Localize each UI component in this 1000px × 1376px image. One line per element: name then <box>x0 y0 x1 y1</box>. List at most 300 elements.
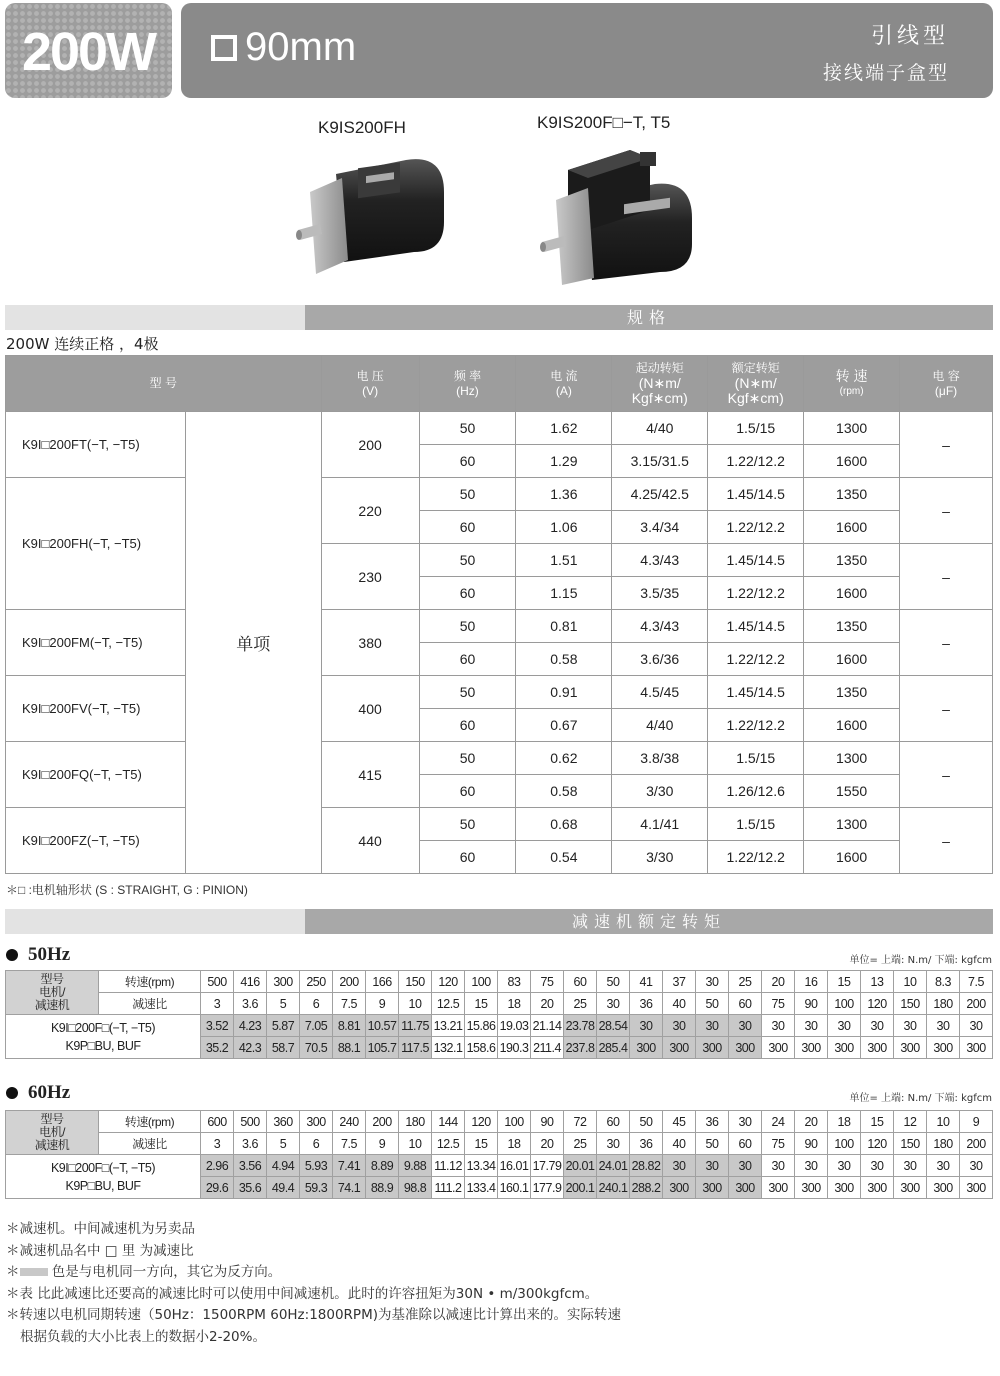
col-model: 型 号 <box>6 356 322 412</box>
gear-torque-kgf: 300 <box>927 1177 960 1199</box>
gear-torque-kgf: 300 <box>795 1037 828 1059</box>
gear-torque-kgf: 105.7 <box>366 1037 399 1059</box>
gear-ratio: 60 <box>729 993 762 1015</box>
gear-speed: 13 <box>861 971 894 993</box>
gear-torque-nm: 20.01 <box>564 1155 597 1177</box>
spec-model: K9I□200FM(−T, −T5) <box>6 610 186 676</box>
gear-speed: 180 <box>399 1111 432 1133</box>
gear-speed-row <box>6 971 993 993</box>
gear-speed: 360 <box>267 1111 300 1133</box>
gear-torque-nm: 4.94 <box>267 1155 300 1177</box>
spec-capacitor: – <box>900 742 993 808</box>
gear-ratio: 36 <box>630 1133 663 1155</box>
spec-capacitor: – <box>900 478 993 544</box>
power-label: 200W <box>21 22 156 82</box>
spec-current: 1.06 <box>516 511 612 544</box>
spec-current: 0.58 <box>516 643 612 676</box>
gear-torque-kgf: 300 <box>729 1177 762 1199</box>
gear-torque-nm: 30 <box>927 1015 960 1037</box>
gear-nm-row <box>6 1155 993 1177</box>
spec-rated-torque: 1.26/12.6 <box>708 775 804 808</box>
spec-voltage: 230 <box>321 544 419 610</box>
gear-torque-kgf: 300 <box>894 1177 927 1199</box>
spec-capacitor: – <box>900 808 993 874</box>
gear-ratio: 18 <box>498 1133 531 1155</box>
gear-torque-kgf: 58.7 <box>267 1037 300 1059</box>
spec-model: K9I□200FT(−T, −T5) <box>6 412 186 478</box>
gear-speed: 150 <box>399 971 432 993</box>
gear-ratio: 7.5 <box>333 1133 366 1155</box>
gear-speed: 9 <box>960 1111 993 1133</box>
spec-voltage: 415 <box>321 742 419 808</box>
gear-speed: 41 <box>630 971 663 993</box>
gear-torque-kgf: 300 <box>762 1177 795 1199</box>
gear-speed: 500 <box>201 971 234 993</box>
spec-model: K9I□200FZ(−T, −T5) <box>6 808 186 874</box>
spec-speed: 1600 <box>804 577 900 610</box>
gear-speed: 45 <box>663 1111 696 1133</box>
spec-capacitor: – <box>900 676 993 742</box>
spec-frequency: 60 <box>419 775 516 808</box>
gear-ratio: 100 <box>828 993 861 1015</box>
gear-torque-nm: 8.89 <box>366 1155 399 1177</box>
gear-torque-nm: 30 <box>663 1155 696 1177</box>
gear-ratio: 3 <box>201 993 234 1015</box>
gear-speed: 250 <box>300 971 333 993</box>
frame-size-label: 90mm <box>245 25 357 69</box>
gear-speed: 30 <box>729 1111 762 1133</box>
gear-torque-nm: 15.86 <box>465 1015 498 1037</box>
gear-motor-model: K9I□200F□(−T, −T5) <box>50 1160 156 1175</box>
gear-torque-kgf: 285.4 <box>597 1037 630 1059</box>
spec-start-torque: 3/30 <box>612 775 708 808</box>
gear-torque-kgf: 200.1 <box>564 1177 597 1199</box>
gear-torque-kgf: 29.6 <box>201 1177 234 1199</box>
gear-ratio: 180 <box>927 993 960 1015</box>
gear-torque-nm: 30 <box>828 1155 861 1177</box>
gear-type-header <box>6 971 99 1015</box>
spec-voltage: 380 <box>321 610 419 676</box>
type-terminal-box: 接线端子盒型 <box>822 62 949 84</box>
spec-row <box>6 610 993 643</box>
gear-torque-nm: 3.52 <box>201 1015 234 1037</box>
spec-speed: 1550 <box>804 775 900 808</box>
gear-speed: 15 <box>828 971 861 993</box>
spec-frequency: 60 <box>419 445 516 478</box>
gear-torque-kgf: 300 <box>795 1177 828 1199</box>
spec-speed: 1350 <box>804 478 900 511</box>
gear-torque-kgf: 288.2 <box>630 1177 663 1199</box>
gear-torque-kgf: 88.9 <box>366 1177 399 1199</box>
spec-start-torque: 3.8/38 <box>612 742 708 775</box>
square-icon <box>211 35 237 61</box>
gear-torque-nm: 30 <box>894 1015 927 1037</box>
gear-speed: 50 <box>597 971 630 993</box>
spec-rated-torque: 1.22/12.2 <box>708 511 804 544</box>
gear-ratio: 90 <box>795 1133 828 1155</box>
product-label-2: K9IS200F□−T, T5 <box>537 113 671 132</box>
gear-torque-nm: 24.01 <box>597 1155 630 1177</box>
spec-speed: 1600 <box>804 445 900 478</box>
gear-torque-nm: 30 <box>960 1015 993 1037</box>
gear-ratio: 100 <box>828 1133 861 1155</box>
gear-speed: 18 <box>828 1111 861 1133</box>
spec-capacitor: – <box>900 544 993 610</box>
shade-swatch <box>20 1268 48 1276</box>
gear-ratio: 3.6 <box>234 993 267 1015</box>
gear-ratio: 120 <box>861 993 894 1015</box>
frame-size <box>211 25 356 70</box>
gear-speed-label: 转速(rpm) <box>99 971 201 993</box>
spec-start-torque: 4.3/43 <box>612 544 708 577</box>
note-item: ＊减速机。中间减速机为另卖品 <box>6 1221 195 1237</box>
gear-torque-nm: 7.05 <box>300 1015 333 1037</box>
gear-speed: 10 <box>927 1111 960 1133</box>
spec-start-torque: 4.25/42.5 <box>612 478 708 511</box>
gear-torque-kgf: 300 <box>630 1037 663 1059</box>
gear-speed: 300 <box>267 971 300 993</box>
spec-current: 1.51 <box>516 544 612 577</box>
gear-ratio: 7.5 <box>333 993 366 1015</box>
spec-current: 0.81 <box>516 610 612 643</box>
spec-model: K9I□200FV(−T, −T5) <box>6 676 186 742</box>
gear-torque-kgf: 35.2 <box>201 1037 234 1059</box>
gear-torque-nm: 30 <box>861 1015 894 1037</box>
spec-frequency: 50 <box>419 676 516 709</box>
gear-ratio: 40 <box>663 1133 696 1155</box>
gear-torque-nm: 11.75 <box>399 1015 432 1037</box>
spec-speed: 1300 <box>804 808 900 841</box>
spec-speed: 1350 <box>804 610 900 643</box>
gear-speed: 60 <box>597 1111 630 1133</box>
gear-torque-kgf: 300 <box>828 1177 861 1199</box>
gear-torque-kgf: 240.1 <box>597 1177 630 1199</box>
gear-ratio: 50 <box>696 993 729 1015</box>
gear-torque-nm: 30 <box>795 1155 828 1177</box>
gear-speed: 20 <box>795 1111 828 1133</box>
gear-section-title: 减速机额定转矩 <box>571 912 726 931</box>
spec-start-torque: 3/30 <box>612 841 708 874</box>
spec-speed: 1600 <box>804 709 900 742</box>
gear-torque-kgf: 237.8 <box>564 1037 597 1059</box>
gear-ratio: 180 <box>927 1133 960 1155</box>
spec-start-torque: 4.5/45 <box>612 676 708 709</box>
spec-rated-torque: 1.45/14.5 <box>708 478 804 511</box>
gear-torque-nm: 30 <box>927 1155 960 1177</box>
spec-start-torque: 4/40 <box>612 412 708 445</box>
gear-torque-nm: 30 <box>630 1015 663 1037</box>
gear-motor-label: 电机/ <box>39 1125 65 1139</box>
gear-torque-kgf: 42.3 <box>234 1037 267 1059</box>
spec-start-torque: 4.1/41 <box>612 808 708 841</box>
gear-torque-nm: 23.78 <box>564 1015 597 1037</box>
gear-torque-kgf: 49.4 <box>267 1177 300 1199</box>
gear-torque-nm: 4.23 <box>234 1015 267 1037</box>
gear-torque-nm: 30 <box>960 1155 993 1177</box>
gear-torque-kgf: 35.6 <box>234 1177 267 1199</box>
gear-torque-nm: 7.41 <box>333 1155 366 1177</box>
gear-speed: 120 <box>432 971 465 993</box>
gear-torque-kgf: 300 <box>696 1177 729 1199</box>
gear-torque-nm: 5.87 <box>267 1015 300 1037</box>
gear-ratio: 12.5 <box>432 1133 465 1155</box>
gear-speed: 60 <box>564 971 597 993</box>
gear-torque-kgf: 300 <box>861 1177 894 1199</box>
spec-note: 200W 连续正格 ，4极 <box>6 335 159 353</box>
gear-ratio: 9 <box>366 993 399 1015</box>
spec-rated-torque: 1.45/14.5 <box>708 676 804 709</box>
spec-frequency: 50 <box>419 610 516 643</box>
gear-torque-nm: 2.96 <box>201 1155 234 1177</box>
gear-torque-kgf: 300 <box>729 1037 762 1059</box>
spec-rated-torque: 1.45/14.5 <box>708 610 804 643</box>
gear-torque-kgf: 190.3 <box>498 1037 531 1059</box>
spec-voltage: 440 <box>321 808 419 874</box>
spec-frequency: 60 <box>419 511 516 544</box>
spec-start-torque: 3.5/35 <box>612 577 708 610</box>
gear-torque-kgf: 300 <box>762 1037 795 1059</box>
gear-speed: 30 <box>696 971 729 993</box>
spec-row <box>6 412 993 445</box>
gear-ratio: 10 <box>399 1133 432 1155</box>
gear-speed: 166 <box>366 971 399 993</box>
gear-torque-kgf: 132.1 <box>432 1037 465 1059</box>
spec-section-title: 规格 <box>626 308 671 327</box>
gear-speed: 300 <box>300 1111 333 1133</box>
hz50-unit-note: 单位= 上端: N.m/ 下端: kgfcm <box>849 955 992 966</box>
spec-start-torque: 3.6/36 <box>612 643 708 676</box>
gear-type-label: 型号 <box>40 972 64 986</box>
gear-torque-kgf: 70.5 <box>300 1037 333 1059</box>
gear-torque-nm: 16.01 <box>498 1155 531 1177</box>
gear-speed: 24 <box>762 1111 795 1133</box>
gear-speed: 37 <box>663 971 696 993</box>
gear-ratio: 12.5 <box>432 993 465 1015</box>
col-voltage: 电 压 (V) <box>321 356 419 412</box>
gear-torque-kgf: 133.4 <box>465 1177 498 1199</box>
spec-current: 0.67 <box>516 709 612 742</box>
gear-reducer-label: 减速机 <box>34 1138 70 1152</box>
gear-ratio: 40 <box>663 993 696 1015</box>
gear-speed: 90 <box>531 1111 564 1133</box>
spec-row <box>6 478 993 511</box>
gear-ratio: 200 <box>960 993 993 1015</box>
spec-current: 0.62 <box>516 742 612 775</box>
gear-ratio: 18 <box>498 993 531 1015</box>
gear-torque-kgf: 300 <box>927 1037 960 1059</box>
gear-ratio: 36 <box>630 993 663 1015</box>
power-badge <box>5 3 172 98</box>
spec-current: 1.29 <box>516 445 612 478</box>
gear-speed: 50 <box>630 1111 663 1133</box>
gear-ratio: 200 <box>960 1133 993 1155</box>
gear-speed: 12 <box>894 1111 927 1133</box>
gear-speed: 200 <box>366 1111 399 1133</box>
gear-ratio: 120 <box>861 1133 894 1155</box>
gear-ratio: 3.6 <box>234 1133 267 1155</box>
gear-torque-nm: 21.14 <box>531 1015 564 1037</box>
spec-voltage: 220 <box>321 478 419 544</box>
gear-ratio: 90 <box>795 993 828 1015</box>
note-item: 根据负载的大小比表上的数据小2-20%。 <box>20 1328 266 1345</box>
spec-rated-torque: 1.22/12.2 <box>708 643 804 676</box>
gear-ratio: 75 <box>762 993 795 1015</box>
spec-current: 1.36 <box>516 478 612 511</box>
gear-motor-label: 电机/ <box>39 985 65 999</box>
spec-speed: 1600 <box>804 511 900 544</box>
gear-speed: 120 <box>465 1111 498 1133</box>
gear-speed: 83 <box>498 971 531 993</box>
gear-speed: 144 <box>432 1111 465 1133</box>
col-rated-torque: 额定转矩 (N∗m/ Kgf∗cm) <box>708 356 804 412</box>
gear-torque-kgf: 300 <box>663 1037 696 1059</box>
spec-row <box>6 676 993 709</box>
spec-speed: 1600 <box>804 643 900 676</box>
gear-ratio: 10 <box>399 993 432 1015</box>
spec-start-torque: 3.15/31.5 <box>612 445 708 478</box>
gear-speed: 16 <box>795 971 828 993</box>
gear-model <box>6 1015 201 1059</box>
spec-rated-torque: 1.22/12.2 <box>708 709 804 742</box>
hz50-title: 50Hz <box>6 944 70 966</box>
spec-header-row <box>6 356 993 412</box>
spec-model: K9I□200FQ(−T, −T5) <box>6 742 186 808</box>
spec-rated-torque: 1.5/15 <box>708 742 804 775</box>
gear-torque-nm: 30 <box>729 1015 762 1037</box>
gear-ratio: 30 <box>597 993 630 1015</box>
motor-image-terminal-box <box>540 140 700 285</box>
bullet-icon <box>6 949 18 961</box>
spec-frequency: 50 <box>419 412 516 445</box>
gear-torque-nm: 11.12 <box>432 1155 465 1177</box>
bullet-icon <box>6 1087 18 1099</box>
gear-type-header <box>6 1111 99 1155</box>
gear-torque-nm: 13.34 <box>465 1155 498 1177</box>
type-lead-wire: 引线型 <box>870 24 949 49</box>
gear-motor-model: K9I□200F□(−T, −T5) <box>50 1020 156 1035</box>
gear-torque-kgf: 88.1 <box>333 1037 366 1059</box>
gear-ratio: 5 <box>267 1133 300 1155</box>
gear-ratio: 75 <box>762 1133 795 1155</box>
gear-speed: 7.5 <box>960 971 993 993</box>
gear-ratio: 150 <box>894 1133 927 1155</box>
spec-table <box>5 355 993 874</box>
gear-torque-nm: 30 <box>696 1155 729 1177</box>
gear-torque-kgf: 300 <box>828 1037 861 1059</box>
gear-torque-nm: 30 <box>894 1155 927 1177</box>
spec-rated-torque: 1.22/12.2 <box>708 841 804 874</box>
gear-speed-label: 转速(rpm) <box>99 1111 201 1133</box>
gear-ratio: 150 <box>894 993 927 1015</box>
spec-current: 0.54 <box>516 841 612 874</box>
gear-torque-nm: 10.57 <box>366 1015 399 1037</box>
spec-speed: 1350 <box>804 676 900 709</box>
spec-row <box>6 742 993 775</box>
col-speed: 转 速 (rpm) <box>804 356 900 412</box>
gear-ratio: 25 <box>564 993 597 1015</box>
spec-capacitor: – <box>900 412 993 478</box>
gear-torque-nm: 3.56 <box>234 1155 267 1177</box>
gear-torque-kgf: 74.1 <box>333 1177 366 1199</box>
gear-reducer-model: K9P□BU, BUF <box>65 1178 141 1193</box>
gear-ratio: 20 <box>531 1133 564 1155</box>
gear-torque-kgf: 59.3 <box>300 1177 333 1199</box>
gear-torque-nm: 9.88 <box>399 1155 432 1177</box>
spec-current: 1.15 <box>516 577 612 610</box>
gear-torque-nm: 30 <box>696 1015 729 1037</box>
spec-rated-torque: 1.22/12.2 <box>708 577 804 610</box>
gear-speed: 36 <box>696 1111 729 1133</box>
spec-speed: 1600 <box>804 841 900 874</box>
gear-torque-nm: 30 <box>663 1015 696 1037</box>
gear-reducer-label: 减速机 <box>34 998 70 1012</box>
col-capacitor: 电 容 (μF) <box>900 356 993 412</box>
hz60-title: 60Hz <box>6 1082 70 1104</box>
gear-ratio-row <box>6 993 993 1015</box>
gear-torque-kgf: 300 <box>960 1037 993 1059</box>
gear-ratio: 15 <box>465 993 498 1015</box>
spec-section-bar <box>5 305 993 330</box>
spec-phase: 单项 <box>185 412 321 874</box>
gear-torque-kgf: 211.4 <box>531 1037 564 1059</box>
spec-frequency: 60 <box>419 577 516 610</box>
gear-ratio: 60 <box>729 1133 762 1155</box>
spec-speed: 1300 <box>804 412 900 445</box>
gear-speed: 600 <box>201 1111 234 1133</box>
gear-torque-kgf: 300 <box>894 1037 927 1059</box>
gear-speed: 100 <box>498 1111 531 1133</box>
gear-torque-nm: 17.79 <box>531 1155 564 1177</box>
spec-frequency: 60 <box>419 643 516 676</box>
gear-torque-nm: 30 <box>861 1155 894 1177</box>
spec-current: 1.62 <box>516 412 612 445</box>
spec-frequency: 60 <box>419 709 516 742</box>
spec-row <box>6 808 993 841</box>
gear-torque-kgf: 177.9 <box>531 1177 564 1199</box>
gear-section-bar <box>5 909 993 934</box>
gear-speed: 72 <box>564 1111 597 1133</box>
gear-torque-kgf: 158.6 <box>465 1037 498 1059</box>
spec-current: 0.68 <box>516 808 612 841</box>
note-item: ＊转速以电机同期转速（50Hz：1500RPM 60Hz:1800RPM)为基准除以减速比计算出来的。实际转速 <box>6 1307 621 1323</box>
gear-ratio: 6 <box>300 1133 333 1155</box>
gear-torque-nm: 19.03 <box>498 1015 531 1037</box>
gear-ratio: 15 <box>465 1133 498 1155</box>
gear-torque-nm: 30 <box>828 1015 861 1037</box>
gear-speed: 8.3 <box>927 971 960 993</box>
gear-model <box>6 1155 201 1199</box>
gear-speed: 200 <box>333 971 366 993</box>
note-item: ＊表 比此减速比还要高的减速比时可以使用中间减速机。此时的许容扭矩为30N • m/300kgfcm。 <box>6 1285 599 1302</box>
gear-torque-nm: 13.21 <box>432 1015 465 1037</box>
gear-ratio-label: 减速比 <box>99 993 201 1015</box>
col-start-torque: 起动转矩 (N∗m/ Kgf∗cm) <box>612 356 708 412</box>
gear-speed: 500 <box>234 1111 267 1133</box>
notes <box>6 1219 621 1348</box>
spec-rated-torque: 1.22/12.2 <box>708 445 804 478</box>
spec-start-torque: 4.3/43 <box>612 610 708 643</box>
gear-ratio: 30 <box>597 1133 630 1155</box>
gear-torque-kgf: 300 <box>663 1177 696 1199</box>
gear-speed-row <box>6 1111 993 1133</box>
gear-speed: 20 <box>762 971 795 993</box>
shaft-footnote: ＊□ :电机轴形状 (S : STRAIGHT, G : PINION) <box>6 883 248 897</box>
gear-torque-kgf: 300 <box>696 1037 729 1059</box>
gear-torque-nm: 30 <box>762 1155 795 1177</box>
gear-speed: 240 <box>333 1111 366 1133</box>
gear-nm-row <box>6 1015 993 1037</box>
gear-torque-nm: 8.81 <box>333 1015 366 1037</box>
